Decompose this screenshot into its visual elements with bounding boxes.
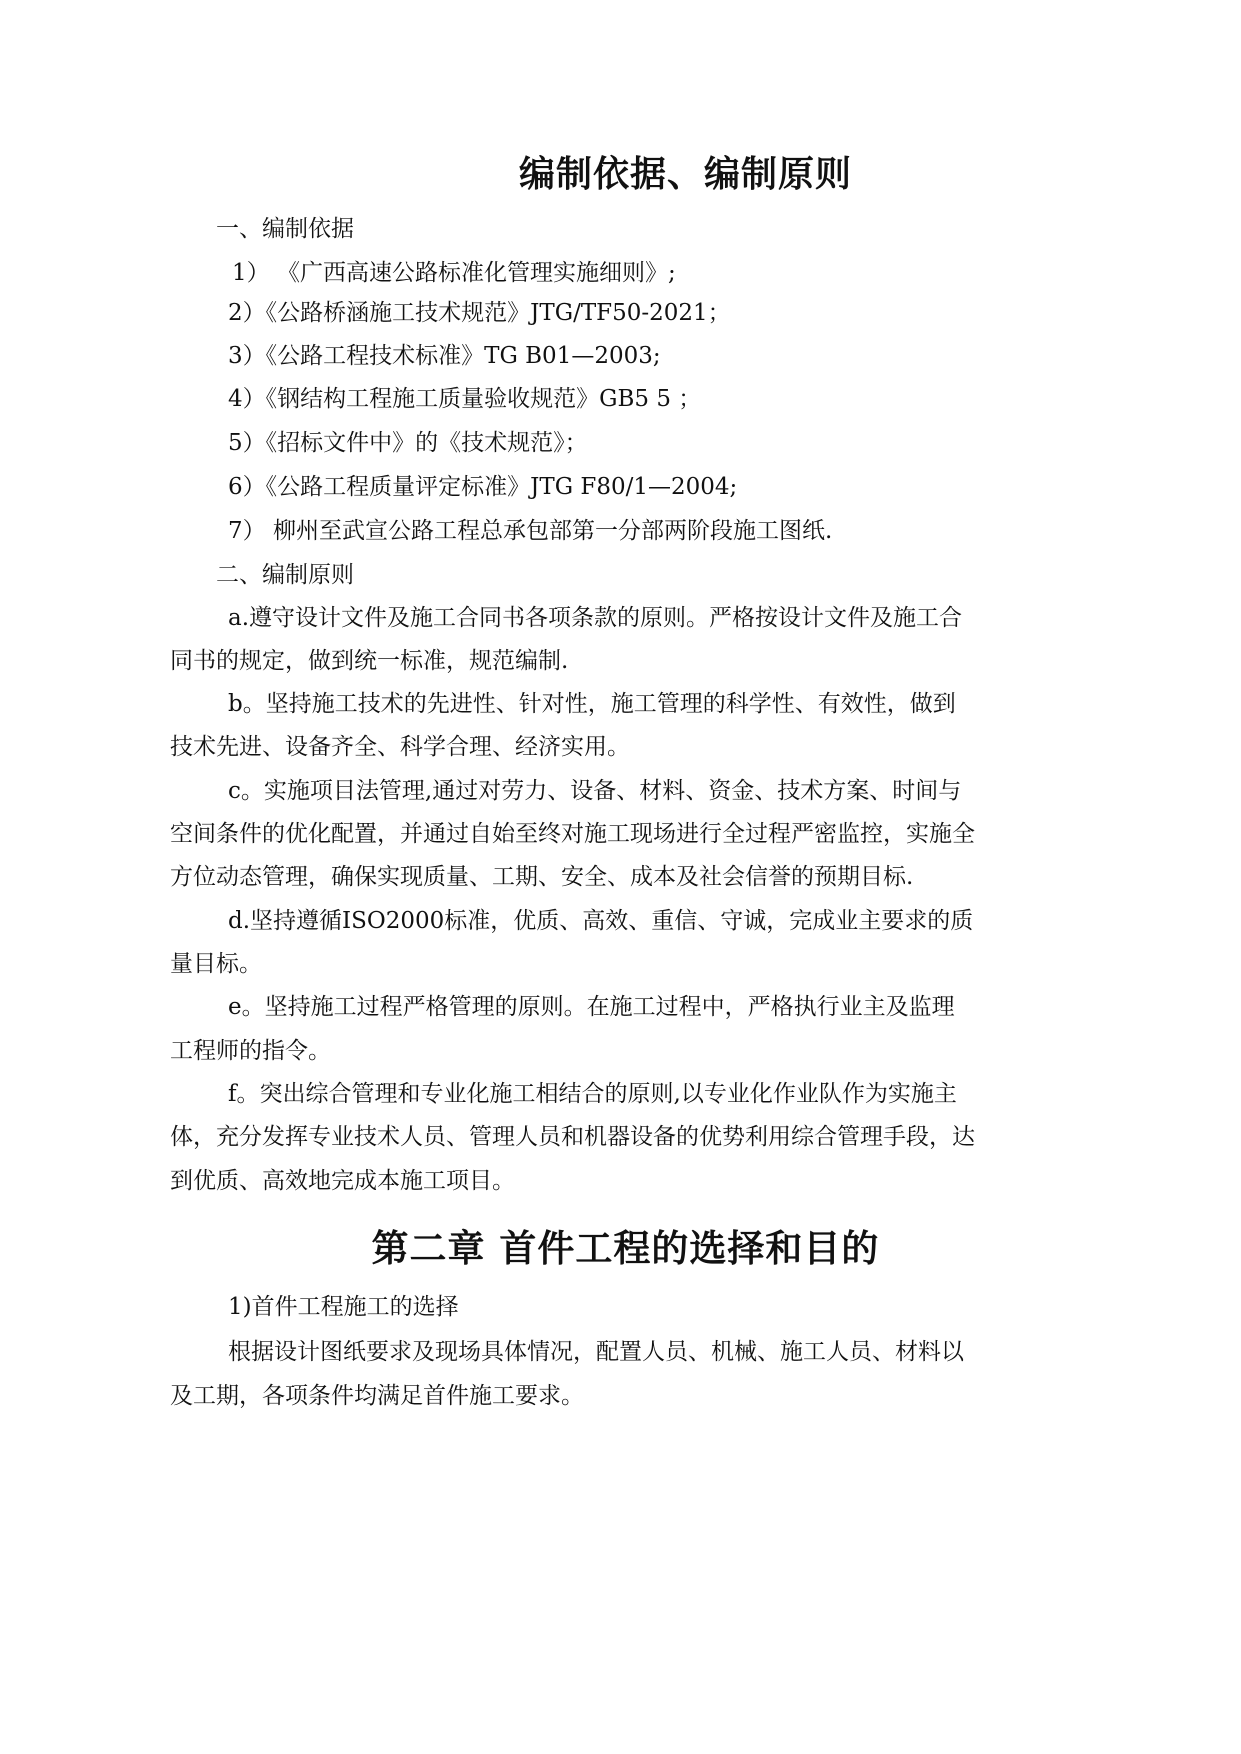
paragraph-line: c。实施项目法管理,通过对劳力、设备、材料、资金、技术方案、时间与 <box>228 778 962 804</box>
paragraph-line: e。坚持施工过程严格管理的原则。在施工过程中，严格执行业主及监理 <box>228 994 955 1020</box>
reference-item: 5）《招标文件中》的《技术规范》； <box>228 430 588 456</box>
paragraph-line: 根据设计图纸要求及现场具体情况，配置人员、机械、施工人员、材料以 <box>228 1339 964 1365</box>
paragraph-line: 体，充分发挥专业技术人员、管理人员和机器设备的优势利用综合管理手段，达 <box>170 1124 975 1150</box>
paragraph-line: a.遵守设计文件及施工合同书各项条款的原则。严格按设计文件及施工合 <box>228 605 963 631</box>
reference-item: 1） 《广西高速公路标准化管理实施细则》; <box>232 260 676 286</box>
paragraph-line: b。坚持施工技术的先进性、针对性，施工管理的科学性、有效性，做到 <box>228 691 956 717</box>
reference-item: 6）《公路工程质量评定标准》JTG F80/1—2004; <box>228 474 738 500</box>
paragraph-line: 同书的规定，做到统一标准，规范编制. <box>170 648 569 674</box>
paragraph-line: 到优质、高效地完成本施工项目。 <box>170 1168 515 1194</box>
paragraph-line: 量目标。 <box>170 951 262 977</box>
paragraph-line: 技术先进、设备齐全、科学合理、经济实用。 <box>170 734 630 760</box>
chapter-title: 第二章 首件工程的选择和目的 <box>371 1227 880 1270</box>
reference-item: 4）《钢结构工程施工质量验收规范》GB5 5 ； <box>228 386 702 412</box>
paragraph-line: 工程师的指令。 <box>170 1038 331 1064</box>
paragraph-line: 空间条件的优化配置，并通过自始至终对施工现场进行全过程严密监控，实施全 <box>170 821 975 847</box>
reference-item: 3）《公路工程技术标准》TG B01—2003; <box>228 343 661 369</box>
reference-item: 2）《公路桥涵施工技术规范》JTG/TF50-2021； <box>228 300 731 326</box>
section-heading: 一、编制依据 <box>216 216 354 242</box>
paragraph-line: f。突出综合管理和专业化施工相结合的原则,以专业化作业队作为实施主 <box>228 1081 957 1107</box>
reference-item: 7） 柳州至武宣公路工程总承包部第一分部两阶段施工图纸. <box>228 518 833 544</box>
paragraph-line: 方位动态管理，确保实现质量、工期、安全、成本及社会信誉的预期目标. <box>170 864 914 890</box>
section-heading: 二、编制原则 <box>216 562 354 588</box>
paragraph-line: 及工期，各项条件均满足首件施工要求。 <box>170 1383 584 1409</box>
paragraph-line: d.坚持遵循ISO2000标准，优质、高效、重信、守诚，完成业主要求的质 <box>228 908 974 934</box>
section-heading: 1)首件工程施工的选择 <box>228 1294 459 1320</box>
page-title: 编制依据、编制原则 <box>518 154 852 195</box>
